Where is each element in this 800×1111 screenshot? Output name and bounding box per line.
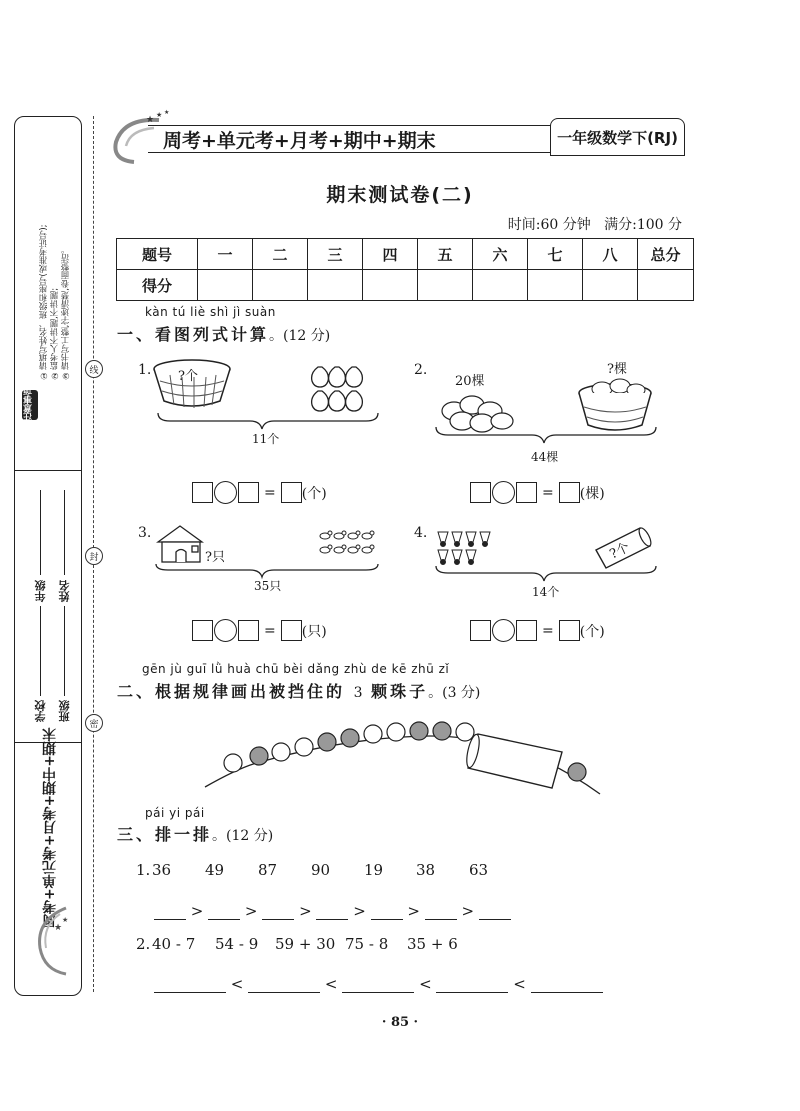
q4-number: 4. bbox=[414, 525, 428, 541]
section1-points: 。(12 分) bbox=[269, 328, 331, 344]
score-input[interactable] bbox=[473, 270, 528, 301]
score-input[interactable] bbox=[418, 270, 473, 301]
lt-sign: < bbox=[324, 975, 338, 993]
q3-unit: (只) bbox=[301, 623, 327, 640]
score-cell: 题号 bbox=[117, 239, 198, 270]
bead-gray bbox=[568, 763, 586, 781]
score-input[interactable] bbox=[583, 270, 638, 301]
notice-title-text: 注意事项 bbox=[24, 386, 34, 422]
gt-sign: > bbox=[407, 902, 420, 920]
bead-string-figure bbox=[200, 712, 620, 812]
order-blank[interactable] bbox=[342, 978, 414, 993]
header-banner-title: 周考+单元考+月考+期中+期末 bbox=[163, 130, 436, 152]
section2-heading bbox=[117, 679, 480, 702]
gt-sign: > bbox=[190, 902, 204, 920]
order-blank[interactable] bbox=[436, 978, 508, 993]
field-class-line[interactable] bbox=[64, 606, 65, 696]
section3-title: 三、排一排 bbox=[117, 825, 213, 844]
score-table-header-row bbox=[117, 239, 694, 270]
q2-number: 2. bbox=[414, 362, 428, 378]
notice-line-3: ③请书写工整,字迹清楚,卷面整洁。 bbox=[61, 245, 71, 380]
s3q1-value: 19 bbox=[364, 861, 384, 879]
cut-mark-xian: 线 bbox=[85, 360, 103, 378]
answer-box[interactable] bbox=[238, 482, 259, 503]
q4-answer-row: = (个) bbox=[470, 619, 605, 642]
section1-pinyin: kàn tú liè shì jì suàn bbox=[145, 305, 276, 319]
s3q2-answer-row bbox=[154, 975, 603, 993]
score-cell: 四 bbox=[363, 239, 418, 270]
q2-right-label: ?棵 bbox=[607, 362, 627, 377]
field-name-line[interactable] bbox=[64, 490, 65, 575]
s3q2-number: 2. bbox=[136, 935, 151, 953]
q1-answer-row: = (个) bbox=[192, 481, 327, 504]
q3-illustration bbox=[150, 520, 385, 580]
order-blank[interactable] bbox=[479, 905, 511, 920]
lt-sign: < bbox=[230, 975, 244, 993]
q1-basket-label: ?个 bbox=[178, 369, 198, 384]
section2-title-end: 颗珠子 bbox=[371, 682, 429, 701]
score-cell: 五 bbox=[418, 239, 473, 270]
s3q1-number: 1. bbox=[136, 861, 151, 879]
score-cell: 六 bbox=[473, 239, 528, 270]
exam-title: 期末测试卷(二) bbox=[326, 184, 474, 206]
s3q2-expr: 54 - 9 bbox=[215, 935, 259, 953]
lt-sign: < bbox=[513, 975, 526, 993]
section2-points: 。(3 分) bbox=[428, 685, 481, 701]
field-grade-line[interactable] bbox=[40, 490, 41, 575]
cabbage-pile-icon bbox=[442, 396, 513, 432]
q1-total: 11个 bbox=[252, 432, 280, 446]
bead-white bbox=[295, 738, 313, 756]
s3q1-value: 87 bbox=[258, 861, 278, 879]
order-blank[interactable] bbox=[248, 978, 320, 993]
score-cell: 总分 bbox=[638, 239, 694, 270]
answer-box[interactable] bbox=[238, 620, 259, 641]
notice-line-1: ①请填写姓名、班级和座号(或准考证号); bbox=[39, 224, 49, 380]
answer-box[interactable] bbox=[516, 482, 537, 503]
svg-text:★: ★ bbox=[156, 111, 163, 119]
s3q1-answer-row bbox=[154, 902, 511, 920]
answer-box[interactable] bbox=[192, 620, 213, 641]
bead-cover-tube bbox=[464, 733, 562, 788]
svg-text:★: ★ bbox=[146, 115, 155, 125]
s3q1-value: 38 bbox=[416, 861, 436, 879]
shuttlecock-icon-group bbox=[438, 532, 490, 565]
answer-box[interactable] bbox=[470, 482, 491, 503]
order-blank[interactable] bbox=[154, 905, 186, 920]
score-cell: 三 bbox=[308, 239, 363, 270]
s3q2-expr: 59 + 30 bbox=[275, 935, 336, 953]
section3-points: 。(12 分) bbox=[212, 828, 274, 844]
section2-count: 3 bbox=[353, 685, 363, 701]
score-table bbox=[116, 238, 694, 301]
section3-pinyin: pái yi pái bbox=[145, 806, 205, 820]
section1-title: 一、看图列式计算 bbox=[117, 325, 270, 344]
answer-box[interactable] bbox=[559, 620, 580, 641]
score-row-label: 得分 bbox=[117, 270, 198, 301]
operator-circle[interactable] bbox=[492, 619, 515, 642]
q1-number: 1. bbox=[138, 362, 152, 378]
bead-gray bbox=[433, 722, 451, 740]
s3q2-expr: 75 - 8 bbox=[345, 935, 389, 953]
bead-gray bbox=[318, 733, 336, 751]
bead-white bbox=[224, 754, 242, 772]
order-blank[interactable] bbox=[425, 905, 457, 920]
bead-white bbox=[387, 723, 405, 741]
operator-circle[interactable] bbox=[214, 481, 237, 504]
score-cell: 八 bbox=[583, 239, 638, 270]
order-blank[interactable] bbox=[316, 905, 348, 920]
answer-box[interactable] bbox=[192, 482, 213, 503]
s3q1-value: 36 bbox=[152, 861, 172, 879]
bird-icon-group bbox=[320, 531, 374, 553]
field-class-label: 班级 bbox=[58, 700, 71, 722]
sidebar-brand: 周考+单元考+月考+期中+期末 bbox=[42, 727, 58, 928]
q4-brace bbox=[436, 566, 656, 581]
answer-box[interactable] bbox=[470, 620, 491, 641]
svg-text:★: ★ bbox=[62, 916, 69, 924]
bead-gray bbox=[341, 729, 359, 747]
bead-gray bbox=[410, 722, 428, 740]
cut-mark-feng: 封 bbox=[85, 547, 103, 565]
score-cell: 二 bbox=[253, 239, 308, 270]
gt-sign: > bbox=[244, 902, 258, 920]
s3q1-value: 49 bbox=[205, 861, 225, 879]
operator-circle[interactable] bbox=[214, 619, 237, 642]
gt-sign: > bbox=[299, 902, 312, 920]
sidebar-divider-top bbox=[14, 470, 82, 471]
q3-answer-row: = (只) bbox=[192, 619, 327, 642]
order-blank[interactable] bbox=[208, 905, 240, 920]
lt-sign: < bbox=[419, 975, 432, 993]
section2-title: 二、根据规律画出被挡住的 bbox=[117, 682, 346, 701]
svg-text:★: ★ bbox=[54, 923, 63, 933]
score-input[interactable] bbox=[253, 270, 308, 301]
section1-heading bbox=[117, 322, 330, 345]
q3-total: 35只 bbox=[254, 579, 282, 593]
s3q2-expr: 35 + 6 bbox=[407, 935, 458, 953]
gt-sign: > bbox=[461, 902, 475, 920]
order-blank[interactable] bbox=[154, 978, 226, 993]
order-blank[interactable] bbox=[262, 905, 294, 920]
answer-box[interactable] bbox=[559, 482, 580, 503]
answer-box[interactable] bbox=[516, 620, 537, 641]
svg-text:★: ★ bbox=[164, 109, 170, 116]
pear-icon-group bbox=[312, 367, 363, 411]
score-input[interactable] bbox=[638, 270, 694, 301]
section3-heading bbox=[117, 822, 273, 845]
cut-mark-mi: 密 bbox=[85, 714, 103, 732]
score-table-score-row bbox=[117, 270, 694, 301]
bead-gray bbox=[250, 747, 268, 765]
score-input[interactable] bbox=[363, 270, 418, 301]
field-grade-label: 年级 bbox=[34, 580, 47, 602]
q4-unit: (个) bbox=[579, 623, 605, 640]
answer-box[interactable] bbox=[281, 620, 302, 641]
bead-white bbox=[272, 743, 290, 761]
score-input[interactable] bbox=[308, 270, 363, 301]
house-icon bbox=[158, 526, 202, 562]
answer-box[interactable] bbox=[281, 482, 302, 503]
q4-total: 14个 bbox=[532, 585, 560, 599]
score-cell: 一 bbox=[198, 239, 253, 270]
exam-time: 时间:60 分钟 bbox=[507, 217, 591, 233]
exam-time-info bbox=[508, 214, 682, 234]
q3-number: 3. bbox=[138, 525, 152, 541]
q1-brace bbox=[158, 413, 378, 429]
order-blank[interactable] bbox=[531, 978, 603, 993]
score-input[interactable] bbox=[198, 270, 253, 301]
bead-white bbox=[364, 725, 382, 743]
exam-score: 满分:100 分 bbox=[604, 217, 682, 233]
section2-pinyin: gēn jù guī lǜ huà chū bèi dǎng zhù de kē zhū zǐ bbox=[142, 662, 450, 676]
q2-unit: (棵) bbox=[579, 485, 605, 502]
q1-unit: (个) bbox=[301, 485, 327, 502]
q3-brace bbox=[156, 564, 378, 577]
bead-white bbox=[456, 723, 474, 741]
order-blank[interactable] bbox=[371, 905, 403, 920]
q2-total: 44棵 bbox=[531, 450, 559, 464]
s3q1-value: 63 bbox=[469, 861, 489, 879]
notice-line-2: ②监考人不讲题,不讲题; bbox=[50, 287, 60, 380]
field-school-label: 学校 bbox=[34, 700, 47, 722]
grade-label: 一年级数学下(RJ) bbox=[550, 118, 685, 156]
q2-left-label: 20棵 bbox=[455, 374, 485, 389]
sidebar-logo-icon bbox=[26, 900, 76, 980]
field-name-label: 姓名 bbox=[58, 580, 71, 602]
q4-tube-label: ?个 bbox=[607, 540, 633, 563]
q2-answer-row: = (棵) bbox=[470, 481, 605, 504]
s3q2-expr: 40 - 7 bbox=[152, 935, 196, 953]
field-school-line[interactable] bbox=[40, 606, 41, 696]
q3-house-label: ?只 bbox=[205, 550, 225, 565]
s3q1-value: 90 bbox=[311, 861, 331, 879]
operator-circle[interactable] bbox=[492, 481, 515, 504]
cabbage-basket-icon bbox=[579, 379, 651, 430]
gt-sign: > bbox=[353, 902, 366, 920]
page-number: · 85 · bbox=[381, 1015, 419, 1030]
score-cell: 七 bbox=[528, 239, 583, 270]
score-input[interactable] bbox=[528, 270, 583, 301]
